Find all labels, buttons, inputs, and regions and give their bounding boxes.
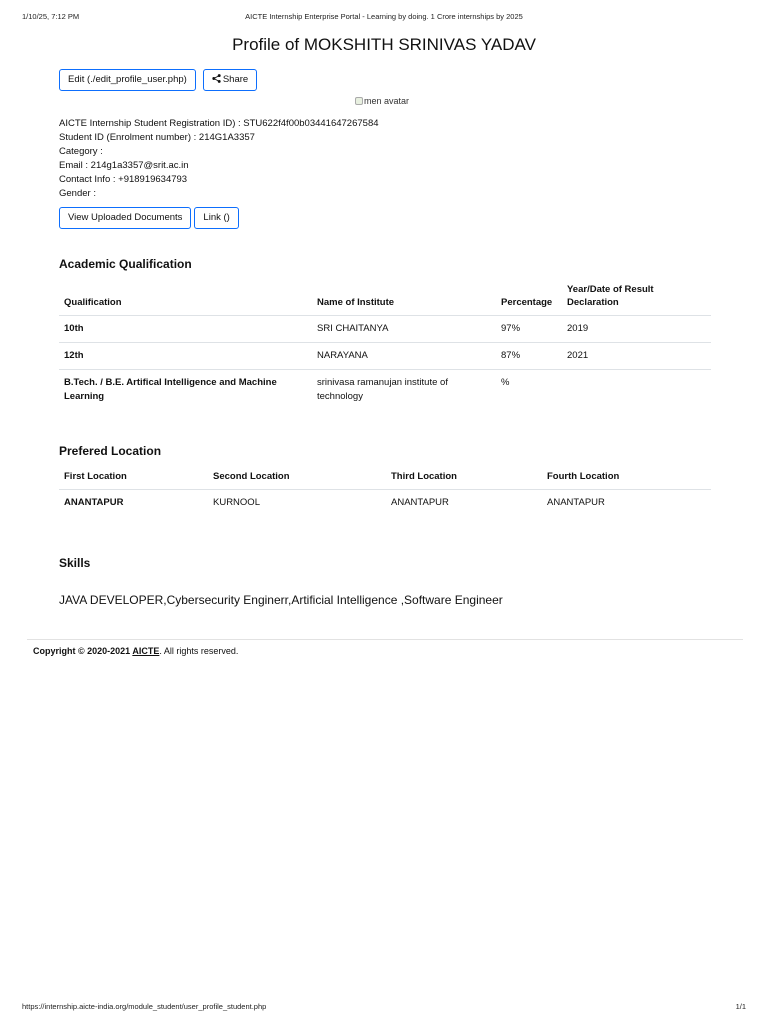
percentage-cell: 87% — [496, 343, 562, 370]
avatar — [355, 96, 409, 106]
location-table — [59, 470, 711, 516]
print-header — [22, 12, 746, 22]
table-row — [59, 316, 711, 343]
qualification-cell: 12th — [59, 343, 312, 370]
registration-id: AICTE Internship Student Registration ID) : STU622f4f00b03441647267584 — [59, 118, 379, 129]
column-header: Second Location — [208, 470, 386, 490]
table-row — [59, 370, 711, 411]
institute-cell: srinivasa ramanujan institute of technology — [317, 377, 448, 402]
location-section-title: Prefered Location — [59, 444, 162, 458]
view-documents-button[interactable]: View Uploaded Documents — [59, 207, 191, 229]
contact-info: Contact Info : +918919634793 — [59, 174, 188, 185]
link-button[interactable]: Link () — [194, 207, 238, 229]
copyright — [33, 646, 238, 656]
academic-table — [59, 283, 711, 410]
broken-image-icon — [355, 97, 363, 105]
year-cell: 2019 — [562, 316, 711, 343]
table-row — [59, 490, 711, 517]
skills-section-title: Skills — [59, 556, 91, 570]
footer-divider — [27, 639, 743, 640]
institute-cell: NARAYANA — [312, 343, 496, 370]
print-url: https://internship.aicte-india.org/module_student/user_profile_student.php — [22, 1002, 267, 1011]
share-button[interactable] — [203, 69, 257, 91]
first-location-cell: ANANTAPUR — [64, 497, 124, 508]
second-location-cell: KURNOOL — [213, 497, 260, 508]
column-header: Name of Institute — [312, 283, 496, 316]
profile-actions — [59, 69, 257, 91]
print-datetime: 1/10/25, 7:12 PM — [22, 12, 80, 21]
percentage-cell: % — [501, 377, 510, 388]
year-cell: 2021 — [562, 343, 711, 370]
academic-section-title: Academic Qualification — [59, 257, 192, 271]
qualification-cell: B.Tech. / B.E. Artifical Intelligence and Machine Learning — [64, 377, 277, 402]
column-header: Qualification — [59, 283, 312, 316]
percentage-cell: 97% — [496, 316, 562, 343]
category: Category : — [59, 146, 103, 157]
column-header: First Location — [59, 470, 208, 490]
print-page-title: AICTE Internship Enterprise Portal - Learning by doing. 1 Crore internships by 2025 — [245, 12, 523, 21]
column-header: Year/Date of Result Declaration — [562, 283, 711, 316]
institute-cell: SRI CHAITANYA — [312, 316, 496, 343]
aicte-link[interactable]: AICTE — [132, 646, 160, 656]
edit-profile-button[interactable]: Edit (./edit_profile_user.php) — [59, 69, 196, 91]
year-cell — [562, 370, 711, 411]
student-id: Student ID (Enrolment number) : 214G1A3357 — [59, 132, 255, 143]
fourth-location-cell: ANANTAPUR — [547, 497, 605, 508]
document-actions — [59, 207, 239, 229]
table-row — [59, 343, 711, 370]
column-header: Third Location — [386, 470, 542, 490]
column-header: Percentage — [496, 283, 562, 316]
share-label: Share — [222, 74, 249, 85]
student-info — [59, 117, 379, 201]
rights-text: . All rights reserved. — [159, 646, 239, 656]
column-header: Fourth Location — [542, 470, 711, 490]
third-location-cell: ANANTAPUR — [391, 497, 449, 508]
copyright-text: Copyright © 2020-2021 — [33, 646, 131, 656]
page-title: Profile of MOKSHITH SRINIVAS YADAV — [232, 35, 536, 54]
email: Email : 214g1a3357@srit.ac.in — [59, 160, 189, 171]
qualification-cell: 10th — [59, 316, 312, 343]
print-page-number: 1/1 — [735, 1002, 746, 1011]
gender: Gender : — [59, 188, 96, 199]
print-footer — [22, 1002, 746, 1012]
avatar-alt-text: men avatar — [364, 96, 410, 106]
skills-list: JAVA DEVELOPER,Cybersecurity Enginerr,Artificial Intelligence ,Software Engineer — [59, 593, 503, 607]
table-header-row — [59, 283, 711, 316]
table-header-row — [59, 470, 711, 490]
share-icon — [212, 74, 221, 83]
